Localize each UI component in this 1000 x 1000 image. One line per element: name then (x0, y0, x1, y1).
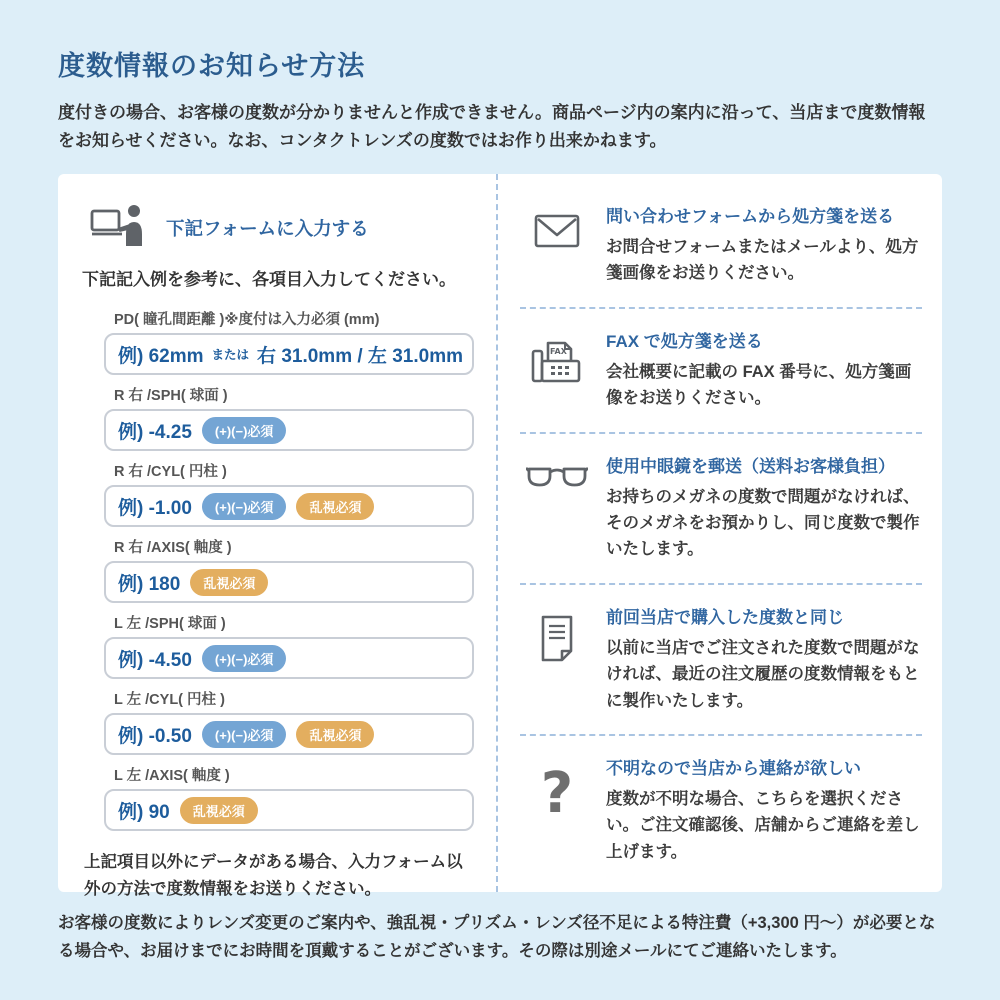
page-title: 度数情報のお知らせ方法 (58, 51, 366, 81)
form-header (82, 204, 474, 251)
example-input-box (104, 333, 474, 375)
example-value: 例) -1.00 (118, 497, 192, 519)
example-input-box (104, 485, 474, 527)
example-value: 右 31.0mm / 左 31.0mm (257, 345, 463, 367)
field-row (104, 688, 474, 755)
method-section (520, 309, 922, 434)
example-input-box (104, 789, 474, 831)
astigmatism-required-badge: 乱視必須 (180, 797, 258, 824)
person-at-computer-icon (90, 204, 146, 251)
content-card (58, 174, 942, 899)
plus-minus-required-badge: (+)(−)必須 (202, 721, 287, 748)
field-label: PD( 瞳孔間距離 )※度付は入力必須 (mm) (114, 312, 380, 329)
question-mark-glyph: ? (540, 760, 574, 826)
method-section (520, 736, 922, 885)
field-label: L 左 /SPH( 球面 ) (114, 616, 226, 633)
field-label: R 右 /CYL( 円柱 ) (114, 464, 227, 481)
field-row (104, 460, 474, 527)
method-heading: 使用中眼鏡を郵送（送料お客様負担） (606, 456, 895, 476)
example-value: または (211, 348, 250, 363)
example-value: 例) 62mm (118, 345, 204, 367)
astigmatism-required-badge: 乱視必須 (296, 493, 374, 520)
field-row (104, 612, 474, 679)
method-body: 以前に当店でご注文された度数で問題がなければ、最近の注文履歴の度数情報をもとに製作いたします。 (606, 638, 920, 710)
footer-note: お客様の度数によりレンズ変更のご案内や、強乱視・プリズム・レンズ径不足による特注費（+3,300 円〜）が必要となる場合や、お届けまでにお時間を頂戴することがございます。その際は別途メールにてご連絡いたします。 (58, 914, 936, 960)
example-input-box (104, 409, 474, 451)
field-row (104, 308, 474, 375)
method-section (520, 202, 922, 309)
envelope-icon (520, 202, 594, 287)
field-row (104, 764, 474, 831)
method-body: 会社概要に記載の FAX 番号に、処方箋画像をお送りください。 (606, 362, 912, 408)
field-label: L 左 /AXIS( 軸度 ) (114, 768, 230, 785)
method-heading: 不明なので当店から連絡が欲しい (606, 758, 861, 778)
example-input-box (104, 561, 474, 603)
glasses-icon (520, 452, 594, 563)
fax-icon (520, 327, 594, 412)
form-fields (104, 308, 474, 831)
field-label: R 右 /SPH( 球面 ) (114, 388, 228, 405)
method-heading: FAX で処方箋を送る (606, 331, 763, 351)
astigmatism-required-badge: 乱視必須 (296, 721, 374, 748)
example-value: 例) 180 (118, 573, 181, 595)
svg-text:FAX: FAX (550, 346, 567, 356)
method-body: お問合せフォームまたはメールより、処方箋画像をお送りください。 (606, 238, 919, 283)
field-label: L 左 /CYL( 円柱 ) (114, 692, 225, 709)
example-value: 例) 90 (118, 801, 170, 823)
example-input-box (104, 637, 474, 679)
field-row (104, 384, 474, 451)
field-row (104, 536, 474, 603)
field-label: R 右 /AXIS( 軸度 ) (114, 540, 232, 557)
form-heading: 下記フォームに入力する (166, 217, 369, 239)
example-value: 例) -4.25 (118, 421, 192, 443)
example-value: 例) -4.50 (118, 649, 192, 671)
form-column (58, 174, 496, 899)
method-section (520, 434, 922, 585)
method-body: 度数が不明な場合、こちらを選択ください。ご注文確認後、店舗からご連絡を差し上げます。 (606, 789, 920, 861)
method-body: お持ちのメガネの度数で問題がなければ、そのメガネをお預かりし、同じ度数で製作いたします。 (606, 487, 920, 559)
plus-minus-required-badge: (+)(−)必須 (202, 417, 287, 444)
method-heading: 問い合わせフォームから処方箋を送る (606, 207, 895, 227)
example-input-box (104, 713, 474, 755)
astigmatism-required-badge: 乱視必須 (190, 569, 268, 596)
question-icon (520, 754, 594, 865)
example-value: 例) -0.50 (118, 725, 192, 747)
methods-column (496, 174, 942, 892)
method-section (520, 585, 922, 736)
plus-minus-required-badge: (+)(−)必須 (202, 493, 287, 520)
document-icon (520, 603, 594, 714)
method-heading: 前回当店で購入した度数と同じ (606, 607, 844, 627)
form-note: 上記項目以外にデータがある場合、入力フォーム以外の方法で度数情報をお送りください。 (84, 853, 463, 899)
plus-minus-required-badge: (+)(−)必須 (202, 645, 287, 672)
form-instruction: 下記記入例を参考に、各項目入力してください。 (82, 270, 456, 290)
intro-text: 度付きの場合、お客様の度数が分かりませんと作成できません。商品ページ内の案内に沿って、当店まで度数情報をお知らせください。なお、コンタクトレンズの度数ではお作り出来かねます。 (58, 103, 926, 150)
